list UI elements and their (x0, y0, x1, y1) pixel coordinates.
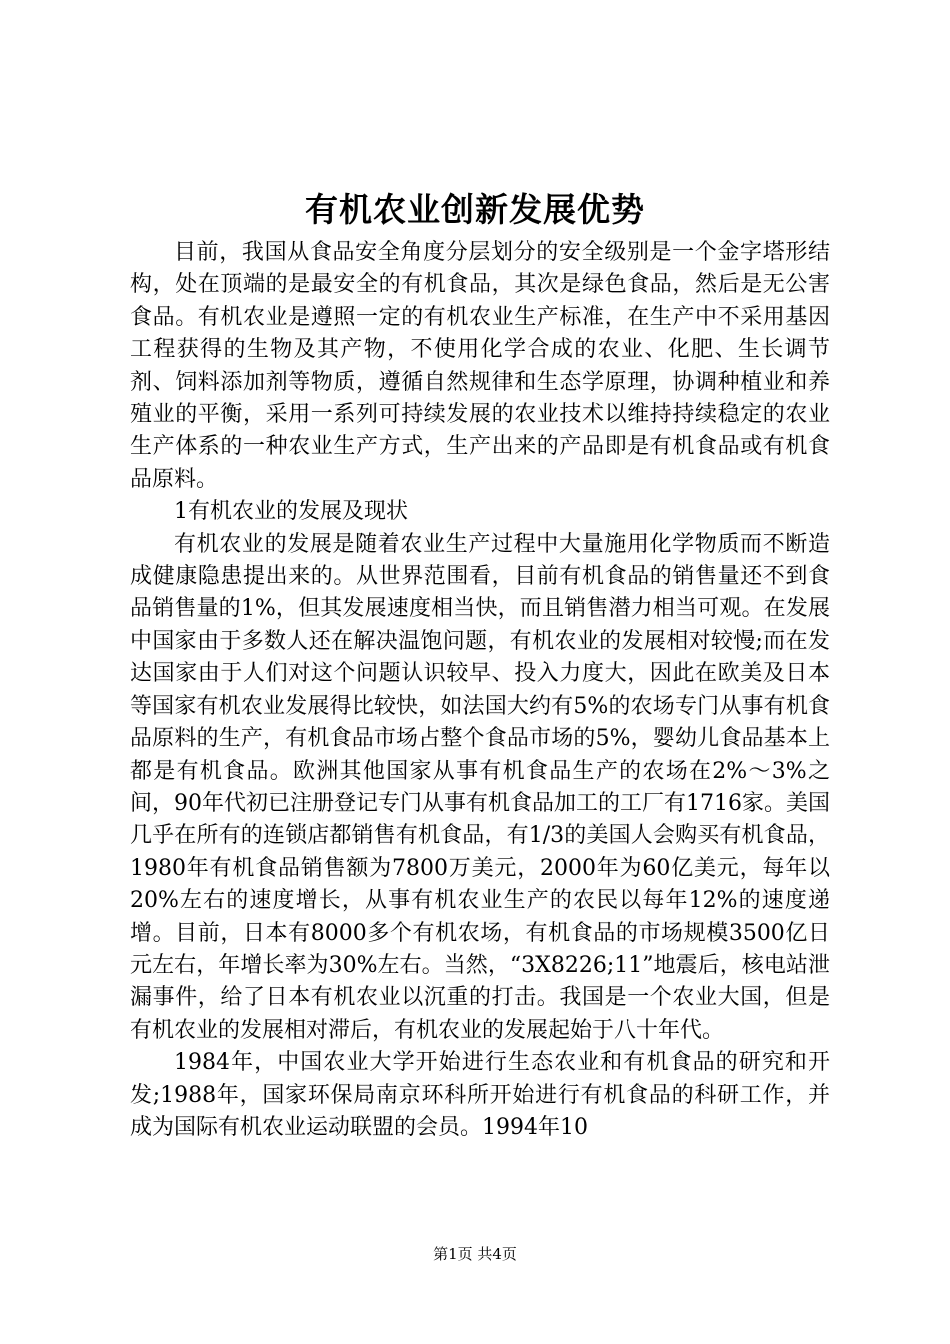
section-heading: 1有机农业的发展及现状 (174, 499, 408, 525)
document-title: 有机农业创新发展优势 (305, 190, 645, 229)
paragraph-history: 1984年，中国农业大学开始进行生态农业和有机食品的研究和开发;1988年，国家环保局南京环科所开始进行有机食品的科研工作，并成为国际有机农业运动联盟的会员。1994年10 (130, 1050, 830, 1140)
paragraph-development: 有机农业的发展是随着农业生产过程中大量施用化学物质而不断造成健康隐患提出来的。从世界范围看，目前有机食品的销售量还不到食品销售量的1%，但其发展速度相当快，而且销售潜力相当可观。在发展中国家由于多数人还在解决温饱问题，有机农业的发展相对较慢;而在发达国家由于人们对这个问题认识较早、投入力度大，因此在欧美及日本等国家有机农业发展得比较快，如法国大约有5%的农场专门从事有机食品原料的生产，有机食品市场占整个食品市场的5%，婴幼儿食品基本上都是有机食品。欧洲其他国家从事有机食品生产的农场在2%～3%之间，90年代初已注册登记专门从事有机食品加工的工厂有1716家。美国几乎在所有的连锁店都销售有机食品，有1/3的美国人会购买有机食品，1980年有机食品销售额为7800万美元，2000年为60亿美元，每年以20%左右的速度增长，从事有机农业生产的农民以每年12%的速度递增。目前，日本有8000多个有机农场，有机食品的市场规模3500亿日元左右，年增长率为30%左右。当然，“3X8226;11”地震后，核电站泄漏事件，给了日本有机农业以沉重的打击。我国是一个农业大国，但是有机农业的发展相对滞后，有机农业的发展起始于八十年代。 (130, 531, 830, 1043)
document-body (130, 237, 830, 1144)
paragraph-intro: 目前，我国从食品安全角度分层划分的安全级别是一个金字塔形结构，处在顶端的是最安全的有机食品，其次是绿色食品，然后是无公害食品。有机农业是遵照一定的有机农业生产标准，在生产中不采用基因工程获得的生物及其产物，不使用化学合成的农业、化肥、生长调节剂、饲料添加剂等物质，遵循自然规律和生态学原理，协调种植业和养殖业的平衡，采用一系列可持续发展的农业技术以维持持续稳定的农业生产体系的一种农业生产方式，生产出来的产品即是有机食品或有机食品原料。 (130, 240, 830, 492)
page-number: 第1页 共4页 (433, 1245, 517, 1263)
